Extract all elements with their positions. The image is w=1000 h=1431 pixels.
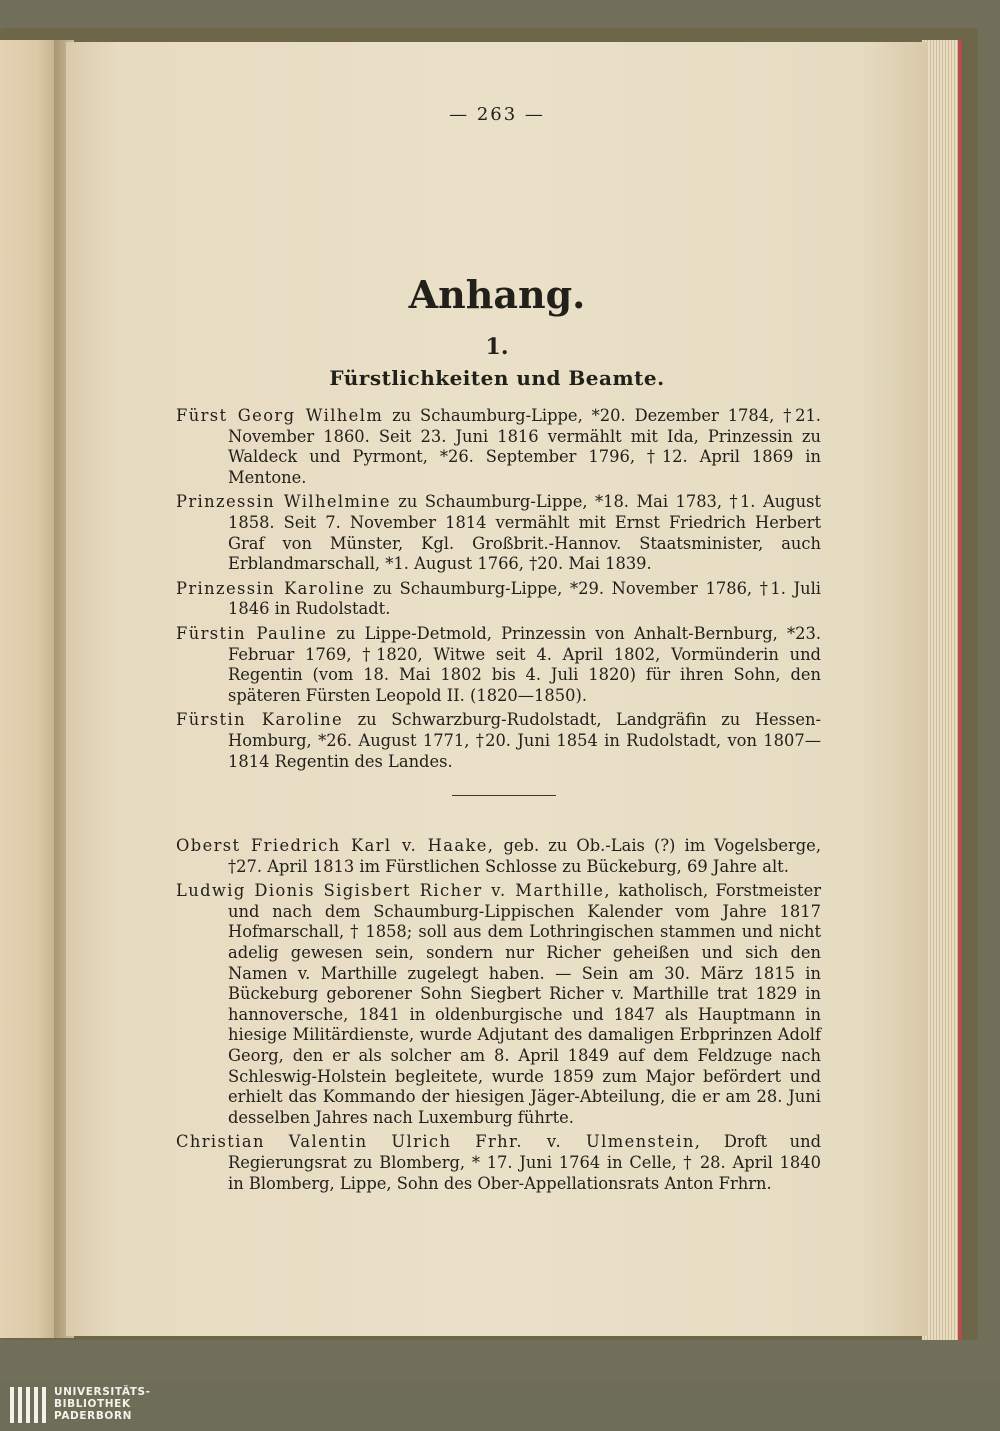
entry-karoline-rudolstadt <box>176 710 821 772</box>
library-logo-icon <box>10 1387 48 1423</box>
entry-haake <box>176 836 821 877</box>
section-divider <box>452 795 556 796</box>
page-number: — 263 — <box>449 104 545 125</box>
entry-text: zu Schaumburg-Lippe, *29. November 1786, †1. Juli 1846 in Rudolstadt. <box>228 578 821 619</box>
entry-georg-wilhelm <box>176 406 821 488</box>
entry-name: Ludwig Dionis Sigisbert Richer v. Marthille, <box>176 881 611 901</box>
entry-karoline <box>176 579 821 620</box>
chapter-heading: Anhang. <box>408 272 586 317</box>
entry-text: zu Lippe-Detmold, Prinzessin von Anhalt-Bernburg, *23. Februar 1769, †1820, Witwe seit 4. April 1802, Vormünderin und Regentin (vom 18. Mai 1802 bis 4. Juli 1820) für ihren Sohn, den späteren Fürsten Leopold II. (1820—1850). <box>228 623 821 705</box>
entry-name: Prinzessin Karoline <box>176 578 366 598</box>
entry-name: Fürstin Pauline <box>176 623 328 643</box>
entry-text: zu Schaumburg-Lippe, *18. Mai 1783, †1. August 1858. Seit 7. November 1814 vermählt mit Ernst Friedrich Herbert Graf von Münster, Kgl. Großbrit.-Hannov. Staatsminister, auch Erblandmarschall, *1. August 1766, †20. Mai 1839. <box>228 492 821 574</box>
page-edges <box>922 40 962 1340</box>
entry-marthille <box>176 881 821 1128</box>
entries-royalty <box>176 406 821 776</box>
entry-name: Fürst Georg Wilhelm <box>176 406 384 425</box>
section-number: 1. <box>485 334 509 360</box>
entry-text: zu Schaumburg-Lippe, *20. Dezember 1784, †21. November 1860. Seit 23. Juni 1816 vermählt mit Ida, Prinzessin zu Waldeck und Pyrmont, *26. September 1796, †12. April 1869 in Mentone. <box>228 406 821 487</box>
entry-name: Prinzessin Wilhelmine <box>176 492 391 512</box>
entry-wilhelmine <box>176 492 821 574</box>
section-title: Fürstlichkeiten und Beamte. <box>329 366 665 390</box>
entry-pauline <box>176 624 821 706</box>
library-logo-text <box>54 1386 151 1422</box>
entry-text: geb. zu Ob.-Lais (?) im Vogelsberge, †27. April 1813 im Fürstlichen Schlosse zu Bückeburg, 69 Jahre alt. <box>228 836 821 876</box>
left-page-edge <box>0 40 62 1338</box>
logo-line-2: BIBLIOTHEK <box>54 1398 131 1410</box>
logo-line-3: PADERBORN <box>54 1410 133 1422</box>
book-page <box>66 42 928 1336</box>
entry-name: Fürstin Karoline <box>176 710 344 730</box>
entry-name: Oberst Friedrich Karl v. Haake, <box>176 836 495 855</box>
entry-name: Christian Valentin Ulrich Frhr. v. Ulmenstein, <box>176 1132 702 1152</box>
entry-text: Droft und Regierungsrat zu Blomberg, * 17. Juni 1764 in Celle, † 28. April 1840 in Blomberg, Lippe, Sohn des Ober-Appellationsrats Anton Frhrn. <box>228 1132 821 1193</box>
logo-line-1: UNIVERSITÄTS- <box>54 1386 151 1398</box>
entry-ulmenstein <box>176 1132 821 1194</box>
library-footer <box>0 1381 1000 1431</box>
entries-officials <box>176 836 821 1198</box>
entry-text: zu Schwarzburg-Rudolstadt, Landgräfin zu Hessen-Homburg, *26. August 1771, †20. Juni 1854 in Rudolstadt, von 1807—1814 Regentin des Landes. <box>228 710 821 771</box>
entry-text: katholisch, Forstmeister und nach dem Schaumburg-Lippischen Kalender vom Jahre 1817 Hofmarschall, † 1858; soll aus dem Lothringischen stammen und nicht adelig gewesen sein, sondern nur Richer geheißen und sich den Namen v. Marthille zugelegt haben. — Sein am 30. März 1815 in Bückeburg geborener Sohn Siegbert Richer v. Marthille trat 1829 in hannoversche, 1841 in oldenburgische und 1847 als Hauptmann in hiesige Militärdienste, wurde Adjutant des damaligen Erbprinzen Adolf Georg, den er als solcher am 8. April 1849 auf dem Feldzuge nach Schleswig-Holstein begleitete, wurde 1859 zum Major befördert und erhielt das Kommando der hiesigen Jäger-Abteilung, die er am 28. Juni desselben Jahres nach Luxemburg führte. <box>228 881 821 1127</box>
